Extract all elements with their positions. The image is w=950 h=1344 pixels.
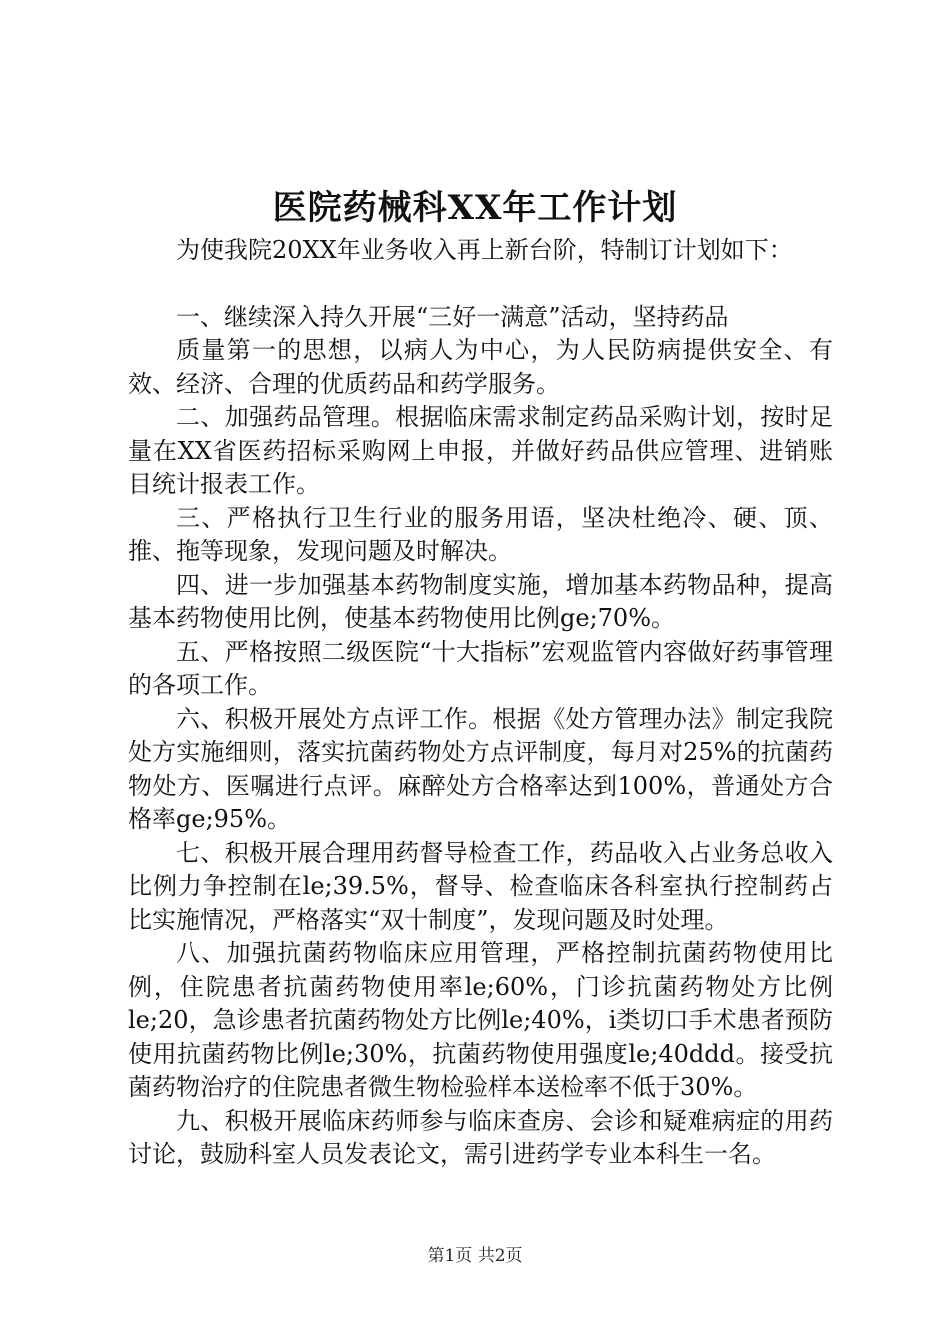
paragraph-2: 二、加强药品管理。根据临床需求制定药品采购计划，按时足量在XX省医药招标采购网上申报，并做好药品供应管理、进销账目统计报表工作。 [128,403,833,498]
page-footer: 第1页 共2页 [427,1246,523,1266]
paragraph-9: 九、积极开展临床药师参与临床查房、会诊和疑难病症的用药讨论，鼓励科室人员发表论文，需引进药学专业本科生一名。 [128,1106,833,1168]
paragraph-1-continuation: 质量第一的思想，以病人为中心，为人民防病提供安全、有效、经济、合理的优质药品和药学服务。 [128,336,833,398]
paragraph-7: 七、积极开展合理用药督导检查工作，药品收入占业务总收入比例力争控制在le;39.5%，督导、检查临床各科室执行控制药占比实施情况，严格落实“双十制度”，发现问题及时处理。 [128,838,833,934]
paragraph-1-first-line: 一、继续深入持久开展“三好一满意”活动，坚持药品 [176,302,729,331]
document-title: 医院药械科XX年工作计划 [272,188,678,228]
paragraph-8: 八、加强抗菌药物临床应用管理，严格控制抗菌药物使用比例，住院患者抗菌药物使用率le;60%，门诊抗菌药物处方比例le;20，急诊患者抗菌药物处方比例le;40%，ⅰ类切口手术患者预防使用抗菌药物比例le;30%，抗菌药物使用强度le;40ddd。接受抗菌药物治疗的住院患者微生物检验样本送检率不低于30%。 [128,939,833,1101]
paragraph-4: 四、进一步加强基本药物制度实施，增加基本药物品种，提高基本药物使用比例，使基本药物使用比例ge;70%。 [128,570,833,632]
paragraph-6: 六、积极开展处方点评工作。根据《处方管理办法》制定我院处方实施细则，落实抗菌药物处方点评制度，每月对25%的抗菌药物处方、医嘱进行点评。麻醉处方合格率达到100%，普通处方合格率ge;95%。 [128,704,833,833]
document-body [128,234,833,1172]
paragraph-5: 五、严格按照二级医院“十大指标”宏观监管内容做好药事管理的各项工作。 [128,637,833,699]
intro-paragraph: 为使我院20XX年业务收入再上新台阶，特制订计划如下： [176,236,793,264]
paragraph-3: 三、严格执行卫生行业的服务用语，坚决杜绝冷、硬、顶、推、拖等现象，发现问题及时解决。 [128,503,833,565]
